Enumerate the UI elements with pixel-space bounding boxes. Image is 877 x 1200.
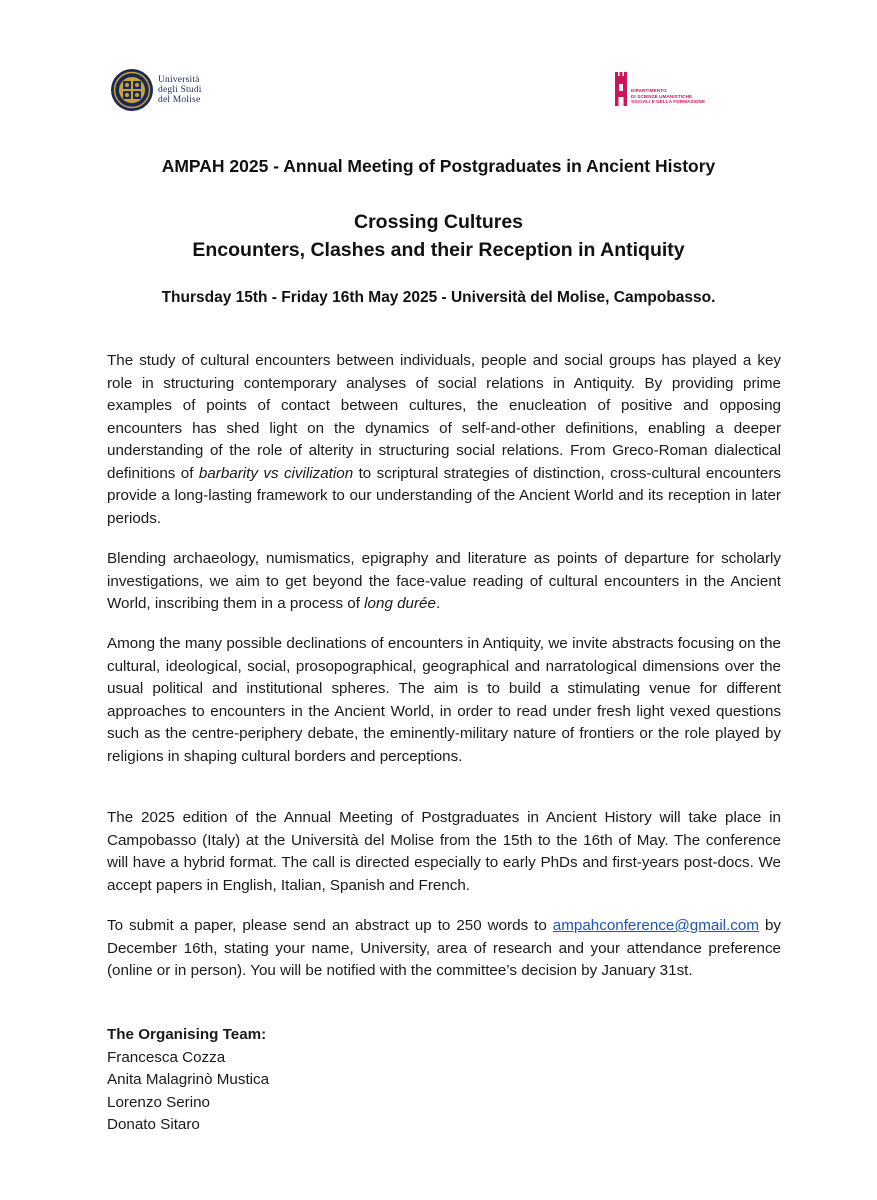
italic-phrase: barbarity vs civilization: [198, 464, 354, 482]
team-member: Anita Malagrinò Mustica: [107, 1071, 270, 1088]
italic-phrase: long durée: [364, 595, 436, 612]
conference-title: [0, 208, 877, 264]
title-line-2: Encounters, Clashes and their Reception in Antiquity: [192, 239, 685, 261]
university-logo: [110, 68, 202, 112]
department-name-line: DIPARTIMENTO: [631, 88, 667, 94]
paragraph-text: to scriptural strategies of distinction, cross-cultural encounters provide a long-lasting framework to our understanding of the Ancient World and its reception in later periods.: [107, 464, 781, 527]
paragraph-text: .: [435, 595, 441, 612]
university-seal-icon: [110, 68, 154, 112]
department-name-line: SOCIALI E DELLA FORMAZIONE: [631, 99, 706, 105]
paragraph-text: by December 16th, stating your name, University, area of research and your attendance preference (online or in person). You will be notified with the committee’s decision by January 31st.: [107, 917, 781, 979]
organising-team: [107, 1024, 507, 1137]
topics-paragraph: Among the many possible declinations of encounters in Antiquity, we invite abstracts focusing on the cultural, ideological, social, prosopographical, geographical and narratological dimensions over the usual political and institutional spheres. The aim is to build a stimulating venue for different approaches to encounters in the Ancient World, in order to read under fresh light vexed questions such as the centre-periphery debate, the eminently-military nature of frontiers or the role played by religions in shaping cultural borders and perceptions.: [107, 635, 781, 765]
tower-icon: [614, 72, 628, 106]
university-name-line: degli Studi: [158, 85, 202, 95]
meeting-heading: AMPAH 2025 - Annual Meeting of Postgraduates in Ancient History: [161, 156, 716, 176]
team-member: Lorenzo Serino: [107, 1093, 211, 1111]
university-name-line: del Molise: [158, 95, 201, 105]
department-logo: [614, 72, 705, 106]
team-title: The Organising Team:: [107, 1026, 267, 1043]
intro-paragraph: [107, 350, 781, 530]
email-link[interactable]: ampahconference@gmail.com: [552, 917, 759, 934]
university-name: [158, 75, 202, 105]
university-name-line: Università: [158, 75, 200, 85]
team-member: Donato Sitaro: [107, 1116, 200, 1133]
submission-paragraph: [107, 915, 781, 983]
edition-paragraph: The 2025 edition of the Annual Meeting of Postgraduates in Ancient History will take place in Campobasso (Italy) at the Università del Molise from the 15th to the 16th of May. The conference will have a hybrid format. The call is directed especially to early PhDs and first-years post-docs. We accept papers in English, Italian, Spanish and French.: [107, 809, 781, 894]
title-line-1: Crossing Cultures: [353, 211, 524, 233]
date-and-venue: Thursday 15th - Friday 16th May 2025 - Università del Molise, Campobasso.: [161, 289, 716, 306]
team-member: Francesca Cozza: [107, 1048, 226, 1066]
paragraph-text: Blending archaeology, numismatics, epigraphy and literature as points of departure for scholarly investigations, we aim to get beyond the face-value reading of cultural encounters in the Ancient World, inscribing them in a process of: [107, 550, 781, 612]
paragraph-text: The study of cultural encounters between individuals, people and social groups has played a key role in structuring contemporary analyses of social relations in Antiquity. By providing prime examples of points of contact between cultures, the enucleation of positive and opposing encounters has shed light on the dynamics of self-and-other definitions, enabling a deeper understanding of the role of alterity in structuring social relations. From Greco-Roman dialectical definitions of: [107, 352, 781, 482]
department-name-line: DI SCIENZE UMANISTICHE: [631, 93, 693, 99]
paragraph-text: To submit a paper, please send an abstract up to 250 words to: [107, 917, 553, 934]
department-name: [631, 88, 705, 106]
approach-paragraph: [107, 548, 781, 616]
